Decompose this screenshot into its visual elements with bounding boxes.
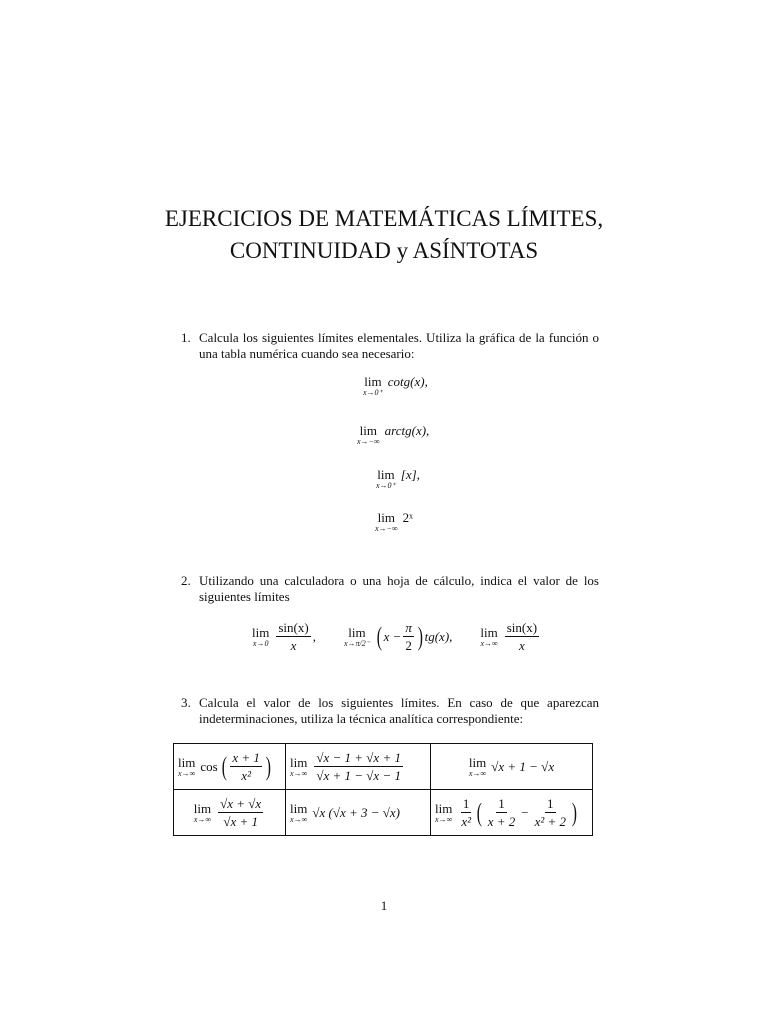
- lim-subscript: x→∞: [468, 768, 487, 778]
- right-paren-icon: ): [265, 751, 271, 781]
- limit-expression: arctg(x),: [384, 423, 430, 438]
- denominator: x + 2: [487, 814, 516, 829]
- fraction: [486, 796, 518, 829]
- denominator: 2: [405, 638, 412, 653]
- limit-expression: √x (√x + 3 − √x): [312, 804, 401, 820]
- fraction: [218, 796, 263, 829]
- fraction: [314, 750, 403, 783]
- lim-subscript: x→∞: [178, 768, 196, 778]
- lim-subscript: x→π/2⁻: [343, 638, 370, 648]
- table-cell: [431, 744, 593, 790]
- denominator: x: [519, 638, 525, 653]
- table-row: [174, 790, 593, 836]
- lim-subscript: x→∞: [290, 814, 308, 824]
- limits-table: [173, 743, 593, 836]
- left-paren-icon: (: [221, 751, 227, 781]
- limit-expression: [x],: [400, 467, 420, 482]
- exercise-statement: Calcula los siguientes límites elementales. Utiliza la gráfica de la función o una tabla numérica cuando sea necesario:: [199, 330, 599, 361]
- lim-subscript: x→−∞: [357, 437, 380, 446]
- limit-1: [363, 374, 428, 397]
- lim-subscript: x→∞: [193, 814, 212, 824]
- denominator: x²: [241, 768, 251, 783]
- fraction: [459, 796, 473, 829]
- lim-subscript: x→−∞: [375, 524, 398, 533]
- numerator: 1: [547, 796, 554, 811]
- exercise-3: [181, 695, 599, 727]
- denominator: √x + 1: [223, 814, 259, 829]
- numerator: π: [405, 620, 412, 635]
- table-cell: [174, 790, 286, 836]
- exercise-statement: Calcula el valor de los siguientes límites. En caso de que aparezcan indeterminaciones, utiliza la técnica analítica correspondiente:: [199, 695, 599, 726]
- table-cell: [286, 744, 431, 790]
- lim-operator: lim: [468, 754, 487, 770]
- table-row: [174, 744, 593, 790]
- title-line-1: EJERCICIOS DE MATEMÁTICAS LÍMITES,: [164, 206, 604, 231]
- lim-subscript: x→0⁺: [376, 481, 396, 490]
- table-cell: [286, 790, 431, 836]
- numerator: 1: [498, 796, 505, 811]
- fraction: [276, 620, 310, 653]
- expression-part: x −: [383, 628, 402, 644]
- lim-operator: lim: [364, 374, 382, 389]
- left-paren-icon: (: [476, 797, 482, 827]
- separator: ,: [312, 628, 316, 644]
- denominator: √x + 1 − √x − 1: [316, 768, 401, 783]
- numerator: 1: [462, 796, 470, 811]
- lim-operator: lim: [252, 624, 270, 640]
- exercise-statement: Utilizando una calculadora o una hoja de cálculo, indica el valor de los siguientes límites: [199, 573, 599, 604]
- numerator: √x − 1 + √x + 1: [316, 750, 401, 765]
- limit-expression: 2ˣ: [402, 510, 413, 525]
- denominator: x: [290, 638, 297, 653]
- lim-subscript: x→∞: [480, 638, 498, 648]
- page-number: 1: [380, 898, 388, 913]
- lim-operator: lim: [377, 467, 395, 482]
- left-paren-icon: (: [376, 621, 382, 651]
- title-line-2: CONTINUIDAD y ASÍNTOTAS: [229, 238, 539, 263]
- denominator: x²: [461, 814, 472, 829]
- lim-subscript: x→∞: [290, 768, 308, 778]
- exercise-number: 3.: [181, 695, 191, 710]
- limit-expression: √x + 1 − √x: [491, 758, 555, 774]
- expression-part: tg(x),: [424, 628, 453, 644]
- limit-4: [375, 510, 413, 533]
- fraction: [403, 620, 414, 653]
- numerator: sin(x): [278, 620, 309, 635]
- minus-sign: −: [521, 804, 529, 820]
- right-paren-icon: ): [571, 797, 577, 827]
- numerator: √x + √x: [220, 796, 262, 811]
- exercise-2: [181, 573, 599, 605]
- lim-subscript: x→0⁺: [363, 388, 383, 397]
- lim-operator: lim: [359, 423, 377, 438]
- table-cell: [431, 790, 593, 836]
- lim-operator: lim: [290, 800, 308, 816]
- exercise-1: [181, 330, 599, 362]
- fraction: [533, 796, 568, 829]
- exercise-2-limits: [252, 620, 541, 653]
- limit-3: [376, 467, 420, 490]
- page-title: [0, 203, 768, 267]
- lim-operator: lim: [193, 800, 212, 816]
- lim-operator: lim: [290, 754, 308, 770]
- function-name: cos: [200, 758, 218, 774]
- lim-operator: lim: [377, 510, 395, 525]
- lim-subscript: x→∞: [435, 814, 453, 824]
- lim-operator: lim: [480, 624, 498, 640]
- limit-2: [357, 423, 429, 446]
- lim-operator: lim: [348, 624, 366, 640]
- exercise-number: 1.: [181, 330, 191, 345]
- lim-operator: lim: [435, 800, 453, 816]
- right-paren-icon: ): [417, 621, 423, 651]
- lim-subscript: x→0: [252, 638, 269, 648]
- numerator: sin(x): [506, 620, 538, 635]
- lim-operator: lim: [178, 754, 196, 770]
- fraction: [505, 620, 539, 653]
- denominator: x² + 2: [534, 814, 567, 829]
- limit-expression: cotg(x),: [387, 374, 428, 389]
- numerator: x + 1: [232, 750, 260, 765]
- table-cell: [174, 744, 286, 790]
- fraction: [230, 750, 262, 783]
- exercise-number: 2.: [181, 573, 191, 588]
